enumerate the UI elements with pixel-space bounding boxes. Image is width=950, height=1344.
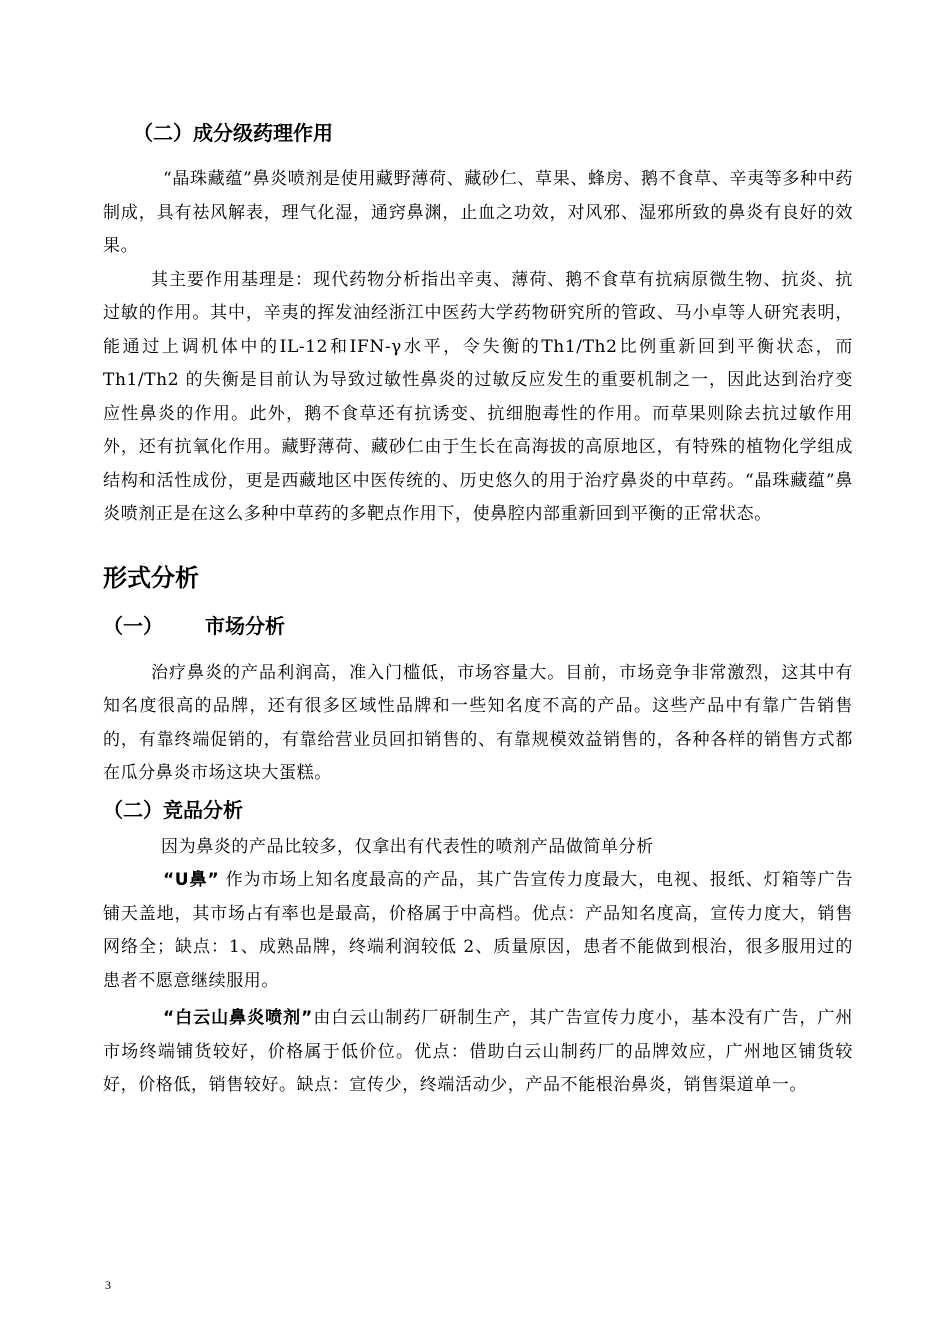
pharmacology-mechanism-paragraph: 其主要作用基理是：现代药物分析指出辛夷、薄荷、鹅不食草有抗病原微生物、抗炎、抗过敏的作用。其中，辛夷的挥发油经浙江中医药大学药物研究所的管政、马小卓等人研究表明，能通过上调机体中的IL-12和IFN-γ水平，令失衡的Th1/Th2比例重新回到平衡状态，而 Th1/Th2 的失衡是目前认为导致过敏性鼻炎的过敏反应发生的重要机制之一，因此达到治疗变应性鼻炎的作用。此外，鹅不食草还有抗诱变、抗细胞毒性的作用。而草果则除去抗过敏作用外，还有抗氧化作用。藏野薄荷、藏砂仁由于生长在高海拔的高原地区，有特殊的植物化学组成结构和活性成份，更是西藏地区中医传统的、历史悠久的用于治疗鼻炎的中草药。“晶珠藏蕴”鼻炎喷剂正是在这么多种中草药的多靶点作用下，使鼻腔内部重新回到平衡的正常状态。 [103,269,853,524]
market-analysis-heading-text: 市场分析 [205,613,285,638]
page-content [103,118,853,1103]
competitor-baiyunshan-description: 由白云山制药厂研制生产，其广告宣传力度小，基本没有广告，广州市场终端铺货较好，价格属于低价位。优点：借助白云山制药厂的品牌效应，广州地区铺货较好，价格低，销售较好。缺点：宣传少，终端活动少，产品不能根治鼻炎，销售渠道单一。 [103,1008,854,1095]
pharmacology-heading: （二）成分级药理作用 [133,121,333,145]
competitor-u-nose-name: “U鼻” [163,870,220,890]
pharmacology-intro-paragraph: “晶珠藏蕴”鼻炎喷剂是使用藏野薄荷、藏砂仁、草果、蜂房、鹅不食草、辛夷等多种中药制成，具有祛风解表，理气化湿，通窍鼻渊，止血之功效，对风邪、湿邪所致的鼻炎有良好的效果。 [103,169,853,256]
competitor-u-nose-paragraph [103,864,853,998]
competitor-u-nose-description: 作为市场上知名度最高的产品，其广告宣传力度最大，电视、报纸、灯箱等广告铺天盖地，其市场占有率也是最高，价格属于中高档。优点：产品知名度高，宣传力度大，销售网络全；缺点：1、成熟品牌，终端利润较低 2、质量原因，患者不能做到根治，很多服用过的患者不愿意继续服用。 [103,870,853,991]
page-number: 3 [105,1278,111,1292]
competitor-intro-paragraph: 因为鼻炎的产品比较多，仅拿出有代表性的喷剂产品做简单分析 [161,836,654,857]
market-analysis-paragraph: 治疗鼻炎的产品利润高，准入门槛低，市场容量大。目前，市场竞争非常激烈，这其中有知名度很高的品牌，还有很多区域性品牌和一些知名度不高的产品。这些产品中有靠广告销售的，有靠终端促销的，有靠给营业员回扣销售的、有靠规模效益销售的，各种各样的销售方式都在瓜分鼻炎市场这块大蛋糕。 [103,662,853,783]
market-analysis-heading [103,611,853,641]
competitor-analysis-heading: （二）竞品分析 [103,797,243,822]
market-analysis-heading-number: （一） [103,613,163,638]
competitor-baiyunshan-name: “白云山鼻炎喷剂” [163,1008,313,1028]
competitor-baiyunshan-paragraph [103,1002,853,1103]
form-analysis-heading: 形式分析 [103,563,199,592]
